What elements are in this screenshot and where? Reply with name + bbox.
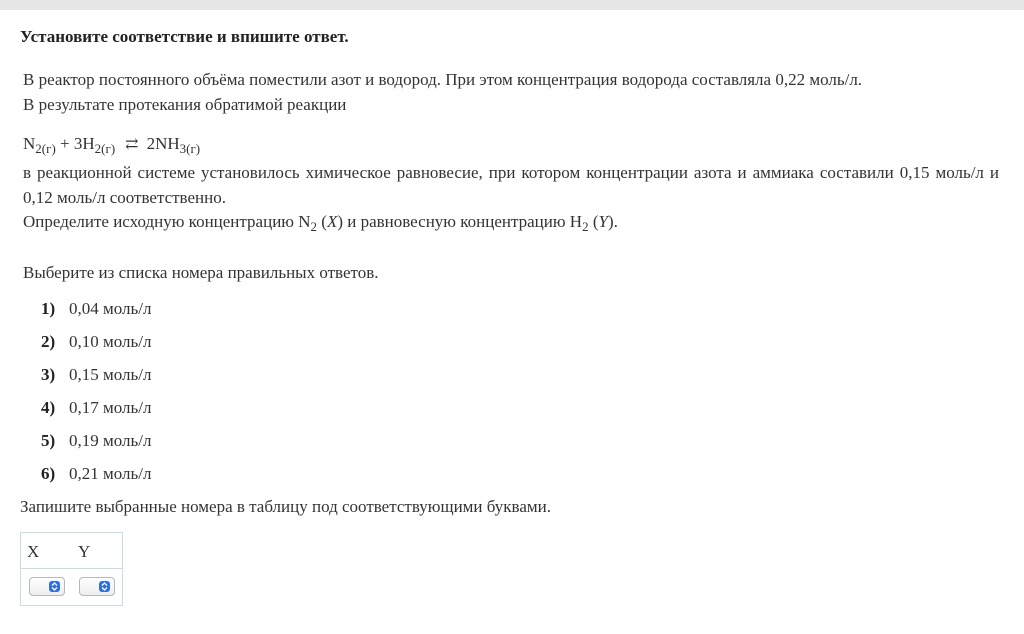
option-number: 4) (41, 398, 56, 417)
answer-option (41, 398, 151, 431)
equilibrium-arrow-icon: ⇄ (125, 136, 139, 153)
column-y-header: Y (78, 542, 91, 561)
equation-reactant-1-subscript: 2(г) (35, 141, 56, 156)
option-number: 2) (41, 332, 56, 351)
answer-table-header (21, 533, 122, 569)
paragraph-4-part-2: ( (317, 212, 327, 231)
option-text: 0,17 моль/л (69, 398, 152, 417)
task-paragraph-3: в реакционной системе установилось химическое равновесие, при котором концентрации азота и аммиака составили 0,15 моль/л и 0,12 моль/л соответственно. (23, 163, 999, 207)
paragraph-4-h2-subscript: 2 (582, 219, 589, 234)
task-paragraph-2: В результате протекания обратимой реакции (23, 95, 347, 114)
answer-y-select[interactable] (79, 577, 115, 596)
paragraph-4-part-5: ). (607, 212, 618, 231)
answer-option (41, 431, 151, 464)
answer-option (41, 464, 151, 497)
equation-reactant-1: N (23, 134, 36, 153)
answer-table (20, 532, 123, 606)
task-paragraph-4 (23, 210, 618, 239)
option-text: 0,04 моль/л (69, 299, 152, 318)
option-text: 0,15 моль/л (69, 365, 152, 384)
select-chevron-icon (99, 581, 110, 592)
equation-reactant-2-subscript: 2(г) (94, 141, 116, 156)
option-text: 0,10 моль/л (69, 332, 152, 351)
variable-y: Y (598, 212, 608, 231)
equation-product-subscript: 3(г) (179, 141, 201, 156)
paragraph-4-n2-subscript: 2 (310, 219, 318, 234)
option-number: 1) (41, 299, 56, 318)
answer-option (41, 365, 151, 398)
option-number: 6) (41, 464, 56, 483)
task-paragraph-6: Запишите выбранные номера в таблицу под соответствующими буквами. (20, 497, 551, 516)
task-paragraph-1: В реактор постоянного объёма поместили азот и водород. При этом концентрация водорода составляла 0,22 моль/л. (23, 70, 863, 89)
answer-option (41, 299, 151, 332)
option-text: 0,21 моль/л (69, 464, 152, 483)
paragraph-4-part-1: Определите исходную концентрацию N (23, 212, 311, 231)
answer-options-list (41, 299, 151, 497)
top-bar (0, 0, 1024, 10)
equation-product: 2NH (146, 134, 180, 153)
option-number: 3) (41, 365, 56, 384)
task-paragraph-5: Выберите из списка номера правильных ответов. (23, 263, 379, 282)
option-number: 5) (41, 431, 56, 450)
answer-x-select[interactable] (29, 577, 65, 596)
paragraph-4-part-4: ( (588, 212, 599, 231)
equation-plus-h2: + 3H (55, 134, 95, 153)
variable-x: X (326, 212, 338, 231)
answer-option (41, 332, 151, 365)
option-text: 0,19 моль/л (69, 431, 152, 450)
task-heading: Установите соответствие и впишите ответ. (20, 27, 349, 46)
reaction-equation (23, 134, 200, 157)
paragraph-4-part-3: ) и равновесную концентрацию H (337, 212, 583, 231)
select-chevron-icon (49, 581, 60, 592)
column-x-header: X (27, 542, 40, 561)
